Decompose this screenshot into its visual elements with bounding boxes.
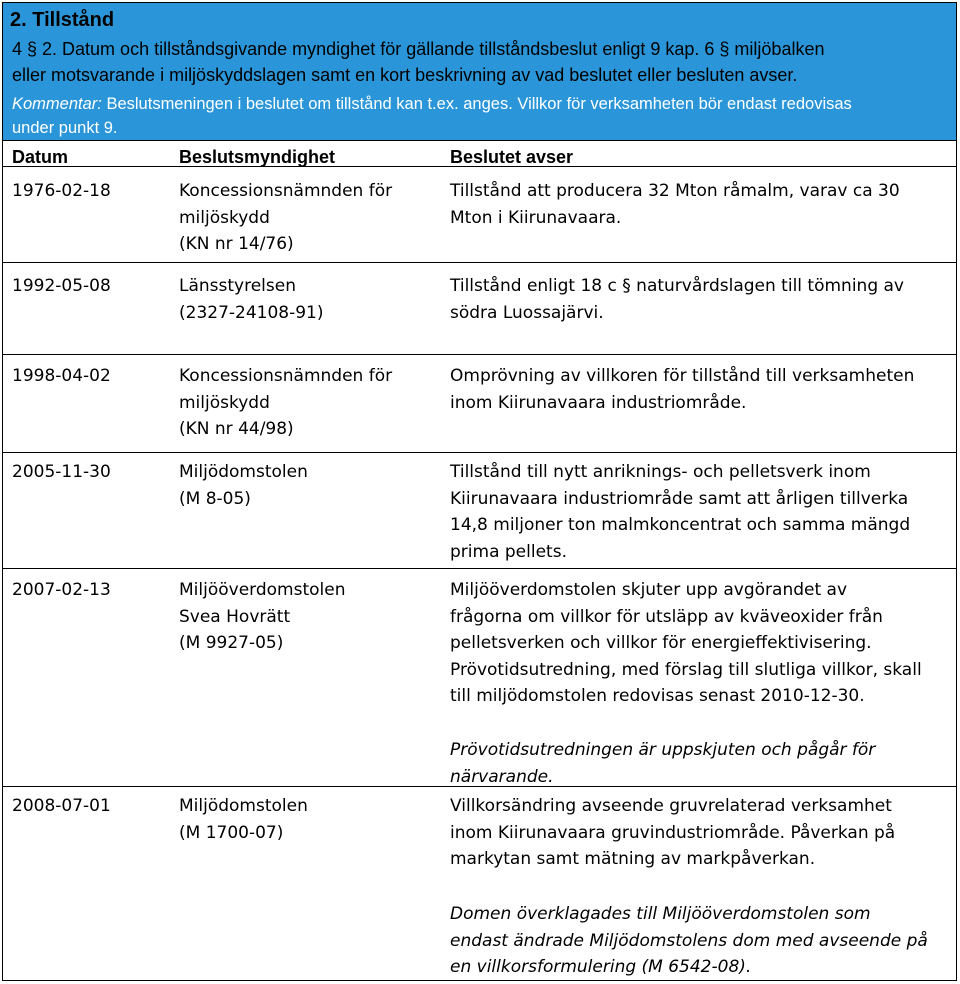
subject-line: Villkorsändring avseende gruvrelaterad verksamhet [450, 796, 892, 816]
decision-date: 1992-05-08 [12, 276, 111, 296]
decision-note [450, 737, 955, 790]
note-line: Prövotidsutredningen är uppskjuten och pågår för [450, 740, 876, 760]
comment-line-2: under punkt 9. [12, 119, 118, 137]
decision-date: 2005-11-30 [12, 462, 111, 482]
authority-line: (KN nr 14/76) [179, 234, 294, 254]
decision-subject [450, 363, 955, 416]
decision-date: 1976-02-18 [12, 181, 111, 201]
authority-line: miljöskydd [179, 392, 270, 413]
comment-line-1 [12, 95, 852, 114]
authority-line: Koncessionsnämnden för [179, 181, 393, 201]
subject-line: Tillstånd till nytt anriknings- och pelletsverk inom [450, 462, 871, 482]
column-header-authority: Beslutsmyndighet [179, 147, 336, 167]
authority-line: (M 8-05) [179, 488, 251, 509]
subject-line: inom Kiirunavaara gruvindustriområde. Påverkan på [450, 822, 896, 843]
table-row [3, 263, 956, 355]
note-line: endast ändrade Miljödomstolens dom med avseende på [450, 930, 928, 951]
subject-line: frågorna om villkor för utsläpp av kväveoxider från [450, 606, 883, 627]
subject-line: Kiirunavaara industriområde samt att årligen tillverka [450, 488, 909, 509]
decision-subject [450, 459, 955, 565]
subject-line: pelletsverken och villkor för energieffektivisering. [450, 633, 872, 653]
table-row [3, 355, 956, 453]
decision-subject [450, 178, 955, 231]
subject-line: prima pellets. [450, 541, 567, 562]
authority-line: Miljödomstolen [179, 462, 308, 482]
note-line: Domen överklagades till Miljööverdomstolen som [450, 904, 871, 924]
subject-line: Miljööverdomstolen skjuter upp avgörandet av [450, 580, 848, 600]
authority-line: (2327-24108-91) [179, 302, 324, 323]
column-header-subject: Beslutet avser [450, 147, 574, 167]
authority-line: Miljödomstolen [179, 796, 308, 816]
subject-line: markytan samt mätning av markpåverkan. [450, 849, 816, 869]
subject-line: Tillstånd enligt 18 c § naturvårdslagen till tömning av [450, 276, 904, 296]
decision-authority [179, 793, 439, 846]
authority-line: (KN nr 44/98) [179, 419, 294, 439]
decision-subject [450, 577, 955, 710]
authority-line: Länsstyrelsen [179, 276, 296, 296]
subject-line: Omprövning av villkoren för tillstånd till verksamheten [450, 366, 915, 386]
decision-date: 1998-04-02 [12, 366, 111, 386]
table-row [3, 167, 956, 263]
authority-line: Svea Hovrätt [179, 606, 291, 627]
authority-line: Koncessionsnämnden för [179, 366, 393, 386]
subject-line: 14,8 miljoner ton malmkoncentrat och samma mängd [450, 515, 911, 535]
table-row [3, 569, 956, 787]
comment-text: Beslutsmeningen i beslutet om tillstånd kan t.ex. anges. Villkor för verksamheten bör endast redovisas [101, 95, 852, 113]
subject-line: Mton i Kiirunavaara. [450, 207, 622, 228]
section-header [3, 3, 956, 141]
authority-line: miljöskydd [179, 207, 270, 228]
table-row [3, 453, 956, 569]
subject-line: till miljödomstolen redovisas senast 2010-12-30. [450, 686, 865, 706]
section-title: 2. Tillstånd [10, 9, 115, 31]
table-row [3, 787, 956, 980]
column-header-date: Datum [12, 147, 69, 167]
column-header-row [3, 142, 956, 167]
authority-line: (M 9927-05) [179, 633, 284, 653]
permit-section [2, 2, 957, 981]
decision-authority [179, 363, 439, 443]
subject-line: södra Luossajärvi. [450, 302, 604, 323]
comment-label: Kommentar: [12, 95, 102, 113]
subject-line: Prövotidsutredning, med förslag till slutliga villkor, skall [450, 659, 922, 680]
decision-date: 2007-02-13 [12, 580, 111, 600]
decision-subject [450, 793, 955, 873]
decision-authority [179, 577, 439, 657]
note-line: närvarande. [450, 766, 554, 787]
decision-date: 2008-07-01 [12, 796, 111, 816]
authority-line: Miljööverdomstolen [179, 580, 346, 600]
instruction-line-1: 4 § 2. Datum och tillståndsgivande myndighet för gällande tillståndsbeslut enligt 9 kap. 6 § miljöbalken [12, 39, 825, 59]
subject-line: Tillstånd att producera 32 Mton råmalm, varav ca 30 [450, 181, 900, 201]
subject-line: inom Kiirunavaara industriområde. [450, 392, 747, 413]
decision-authority [179, 459, 439, 512]
decision-subject [450, 273, 955, 326]
decision-authority [179, 178, 439, 258]
decision-note [450, 901, 955, 981]
authority-line: (M 1700-07) [179, 822, 284, 843]
note-line: en villkorsformulering (M 6542-08). [450, 957, 752, 977]
decision-authority [179, 273, 439, 326]
instruction-line-2: eller motsvarande i miljöskyddslagen samt en kort beskrivning av vad beslutet eller besluten avser. [12, 65, 798, 85]
